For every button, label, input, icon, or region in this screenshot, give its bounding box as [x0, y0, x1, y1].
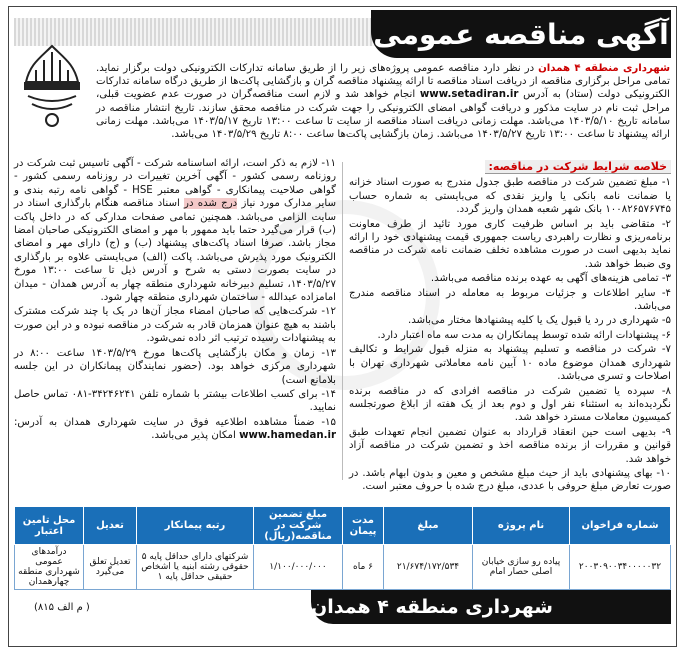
- table-cell-project: پیاده رو سازی خیابان اصلی حصار امام: [473, 545, 570, 590]
- condition-15-text-b: امکان پذیر می‌باشد.: [151, 430, 236, 442]
- condition-item-12: ۱۲- شرکت‌هایی که صاحبان امضاء مجاز آن‌ها در یک یا چند شرکت مشترک باشند به هیچ عنوان همزمان قادر به شرکت در مناقصه نبوده و در این صورت به پیشنهادات رسیده ترتیب اثر داده نمی‌شود.: [14, 306, 336, 345]
- table-cell-rank: شرکتهای دارای حداقل پایه ۵ حقوقی رشته ابنیه یا اشخاص حقیقی حداقل پایه ۱: [137, 545, 254, 590]
- intro-text-1: در نظر دارد مناقصه عمومی پروژه‌های زیر را از طریق سامانه تدارکات الکترونیکی دولت برگزار نماید. تمامی مراحل برگزاری مناقصه از دریافت اسناد مناقصه تا ارائه پیشنهاد مناقصه گران و بازگشایی پاکت‌ها از طریق درگاه سامانه تدارکات الکترونیکی دولت (ستاد) به آدرس: [96, 63, 670, 101]
- table-header: نام پروژه: [473, 507, 570, 545]
- condition-item: ۶- پیشنهادات ارائه شده توسط پیمانکاران به مدت سه ماه اعتبار دارد.: [377, 329, 671, 341]
- intro-text-2: انجام خواهد شد و لازم است مناقصه‌گران در صورت عدم عضویت قبلی، مراحل ثبت نام در سایت مذکور و دریافت گواهی امضای الکترونیکی را جهت شرکت در مناقصه محقق سازند. تاریخ انتشار مناقصه در سامانه تاریخ ۱۴۰۳/۵/۱۰ می‌باشد. مهلت زمانی دریافت اسناد مناقصه از سایت تا ساعت ۱۳:۰۰ تاریخ ۱۴۰۳/۵/۱۷ می‌باشد. مهلت زمانی ارائه پیشنهاد تا ساعت ۱۳:۰۰ تاریخ ۱۴۰۳/۵/۲۷ می‌باشد. زمان بازگشایی پاکت‌ها ساعت ۸:۰۰ تاریخ ۱۴۰۳/۵/۲۹ می‌باشد.: [96, 89, 670, 141]
- reference-code: ( م الف ۸۱۵): [34, 602, 90, 613]
- condition-15-text-a: ۱۵- ضمناً مشاهده اطلاعیه فوق در سایت شهرداری همدان به آدرس:: [14, 416, 336, 428]
- table-cell-duration: ۶ ماه: [343, 545, 384, 590]
- intro-org-name: شهرداری منطقه ۴ همدان: [538, 63, 670, 74]
- intro-paragraph: [96, 62, 670, 156]
- condition-item-14: ۱۴- برای کسب اطلاعات بیشتر با شماره تلفن ۳۴۲۴۶۲۴۱-۰۸۱ تماس حاصل نمایید.: [14, 388, 336, 414]
- condition-item: ۵- شهرداری در رد یا قبول یک یا کلیه پیشنهادها مختار می‌باشد.: [407, 315, 671, 327]
- condition-11-text-b: اسناد مناقصه هنگام بارگذاری اسناد در سایت الزامی می‌باشد. همچنین تمامی صفحات مدارکی که در داخل پاکت (ب) قرار می‌گیرد حتما باید ممهور با مهر و امضای الکترونیکی صاحبان امضا مجاز باشد. صرفا اسناد پاکت‌های پیشنهاد (ب) و (ج) دارای مهر و امضای الکترونیک مورد پذیرش می‌باشد. پاکت (الف) می‌بایستی علاوه بر بارگذاری در سایت بصورت دستی به شرح و آدرس ذیل تا ساعت ۱۳:۰۰ مورخ ۱۴۰۳/۵/۲۷، تسلیم دبیرخانه شهرداری منطقه چهار به آدرس همدان - میدان امامزاده عبدالله - ساختمان شهرداری منطقه چهار شود.: [14, 198, 336, 304]
- table-header-row: [15, 507, 671, 545]
- conditions-column-left: [14, 157, 336, 481]
- condition-item: ۱۰- بهای پیشنهادی باید از حیث مبلغ مشخص و معین و بدون ابهام باشد. در صورت تعارض مبلغ حروفی با عددی، مبلغ درج شده با حروف معتبر است.: [349, 467, 671, 493]
- table-cell-guarantee: ۱/۱۰۰/۰۰۰/۰۰۰: [254, 545, 343, 590]
- conditions-title: خلاصه شرایط شرکت در مناقصه:: [485, 160, 671, 174]
- table-header: شماره فراخوان: [570, 507, 671, 545]
- conditions-column-right: [349, 160, 672, 493]
- condition-item-11: [14, 157, 336, 304]
- condition-item: ۱- مبلغ تضمین شرکت در مناقصه طبق جدول مندرج به صورت اسناد خزانه یا ضمانت نامه بانکی یا واریز نقدی که می‌بایستی به شماره حساب ۱۰۰۸۲۶۵۷۶۷۴۵ بانک شهر شعبه همدان واریز گردد.: [349, 177, 671, 216]
- tender-table: [14, 506, 671, 590]
- header: [14, 10, 671, 58]
- condition-11-text-a: ۱۱- لازم به ذکر است، ارائه اساسنامه شرکت - آگهی تاسیس ثبت شرکت در روزنامه رسمی کشور - آگهی آخرین تغییرات در روزنامه رسمی کشور - گواهی صلاحیت پیمانکاری - گواهی معتبر HSE - گواهی نامه رتبه بندی و سایر مدارک مورد نیاز: [14, 158, 337, 210]
- table-header: مبلغ تضمین شرکت در مناقصه(ریال): [254, 507, 343, 545]
- condition-11-highlight: درج شده در: [184, 198, 238, 210]
- column-divider: [342, 162, 343, 480]
- table-header: تعدیل: [84, 507, 137, 545]
- table-header: محل تامین اعتبار: [15, 507, 84, 545]
- condition-item: ۹- بدیهی است حین انعقاد قرارداد به عنوان تضمین انجام تعهدات طبق قوانین و مقررات از برنده مناقصه اخذ و تضمین شرکت در مناقصه آزاد خواهد شد.: [349, 426, 671, 465]
- table-header: مدت پیمان: [343, 507, 384, 545]
- condition-item: ۸- سپرده یا تضمین شرکت در مناقصه افرادی که در مناقصه برنده نگردیده‌اند به استثناء نفر اول و دوم بعد از یک هفته از ابلاغ صورتجلسه کمیسیون معاملات مسترد خواهد شد.: [349, 385, 671, 424]
- page-title: آگهی مناقصه عمومی: [371, 10, 671, 58]
- footer-org-name: شهرداری منطقه ۴ همدان: [311, 590, 671, 624]
- municipality-logo-icon: [16, 42, 88, 132]
- table-row: [15, 545, 671, 590]
- table-header: رتبه پیمانکار: [137, 507, 254, 545]
- condition-item-13: ۱۳- زمان و مکان بازگشایی پاکت‌ها مورخ ۱۴۰۳/۵/۲۹ ساعت ۸:۰۰ در شهرداری مرکزی خواهد بود. (حضور نمایندگان پیمانکاران در این جلسه بلامانع است): [14, 347, 337, 386]
- setad-site-link[interactable]: www.setadiran.ir: [419, 89, 519, 101]
- table-cell-funding: درآمدهای عمومی شهرداری منطقه چهارهمدان: [15, 545, 84, 590]
- hamedan-site-link[interactable]: www.hamedan.ir: [239, 430, 336, 442]
- condition-item-15: [14, 416, 336, 443]
- footer: [14, 590, 671, 630]
- condition-item: ۳- تمامی هزینه‌های آگهی به عهده برنده مناقصه می‌باشد.: [430, 273, 671, 285]
- condition-item: ۲- متقاضی باید بر اساس ظرفیت کاری مورد تائید از طرف معاونت برنامه‌ریزی و نظارت راهبردی ریاست جمهوری قیمت پیشنهادی خود را ارائه نماید بدیهی است در صورت مشاهده تخلف ضمانت نامه شرکت در مناقصه وی ضبط خواهد شد.: [349, 218, 671, 270]
- condition-item: ۴- سایر اطلاعات و جزئیات مربوط به معامله در اسناد مناقصه مندرج می‌باشد.: [349, 287, 671, 313]
- condition-item: ۷- شرکت در مناقصه و تسلیم پیشنهاد به منزله قبول شرایط و تکالیف شهرداری همدان موضوع ماده ۱۰ آیین نامه معاملاتی شهرداری تهران با اصلاحات و تسری می‌باشد.: [349, 344, 672, 383]
- table-cell-adjustment: تعدیل تعلق می‌گیرد: [84, 545, 137, 590]
- table-cell-call-number: ۲۰۰۳۰۹۰۰۳۴۰۰۰۰۰۳۲: [570, 545, 671, 590]
- table-cell-amount: ۲۱/۶۷۴/۱۷۲/۵۳۴: [384, 545, 473, 590]
- table-header: مبلغ: [384, 507, 473, 545]
